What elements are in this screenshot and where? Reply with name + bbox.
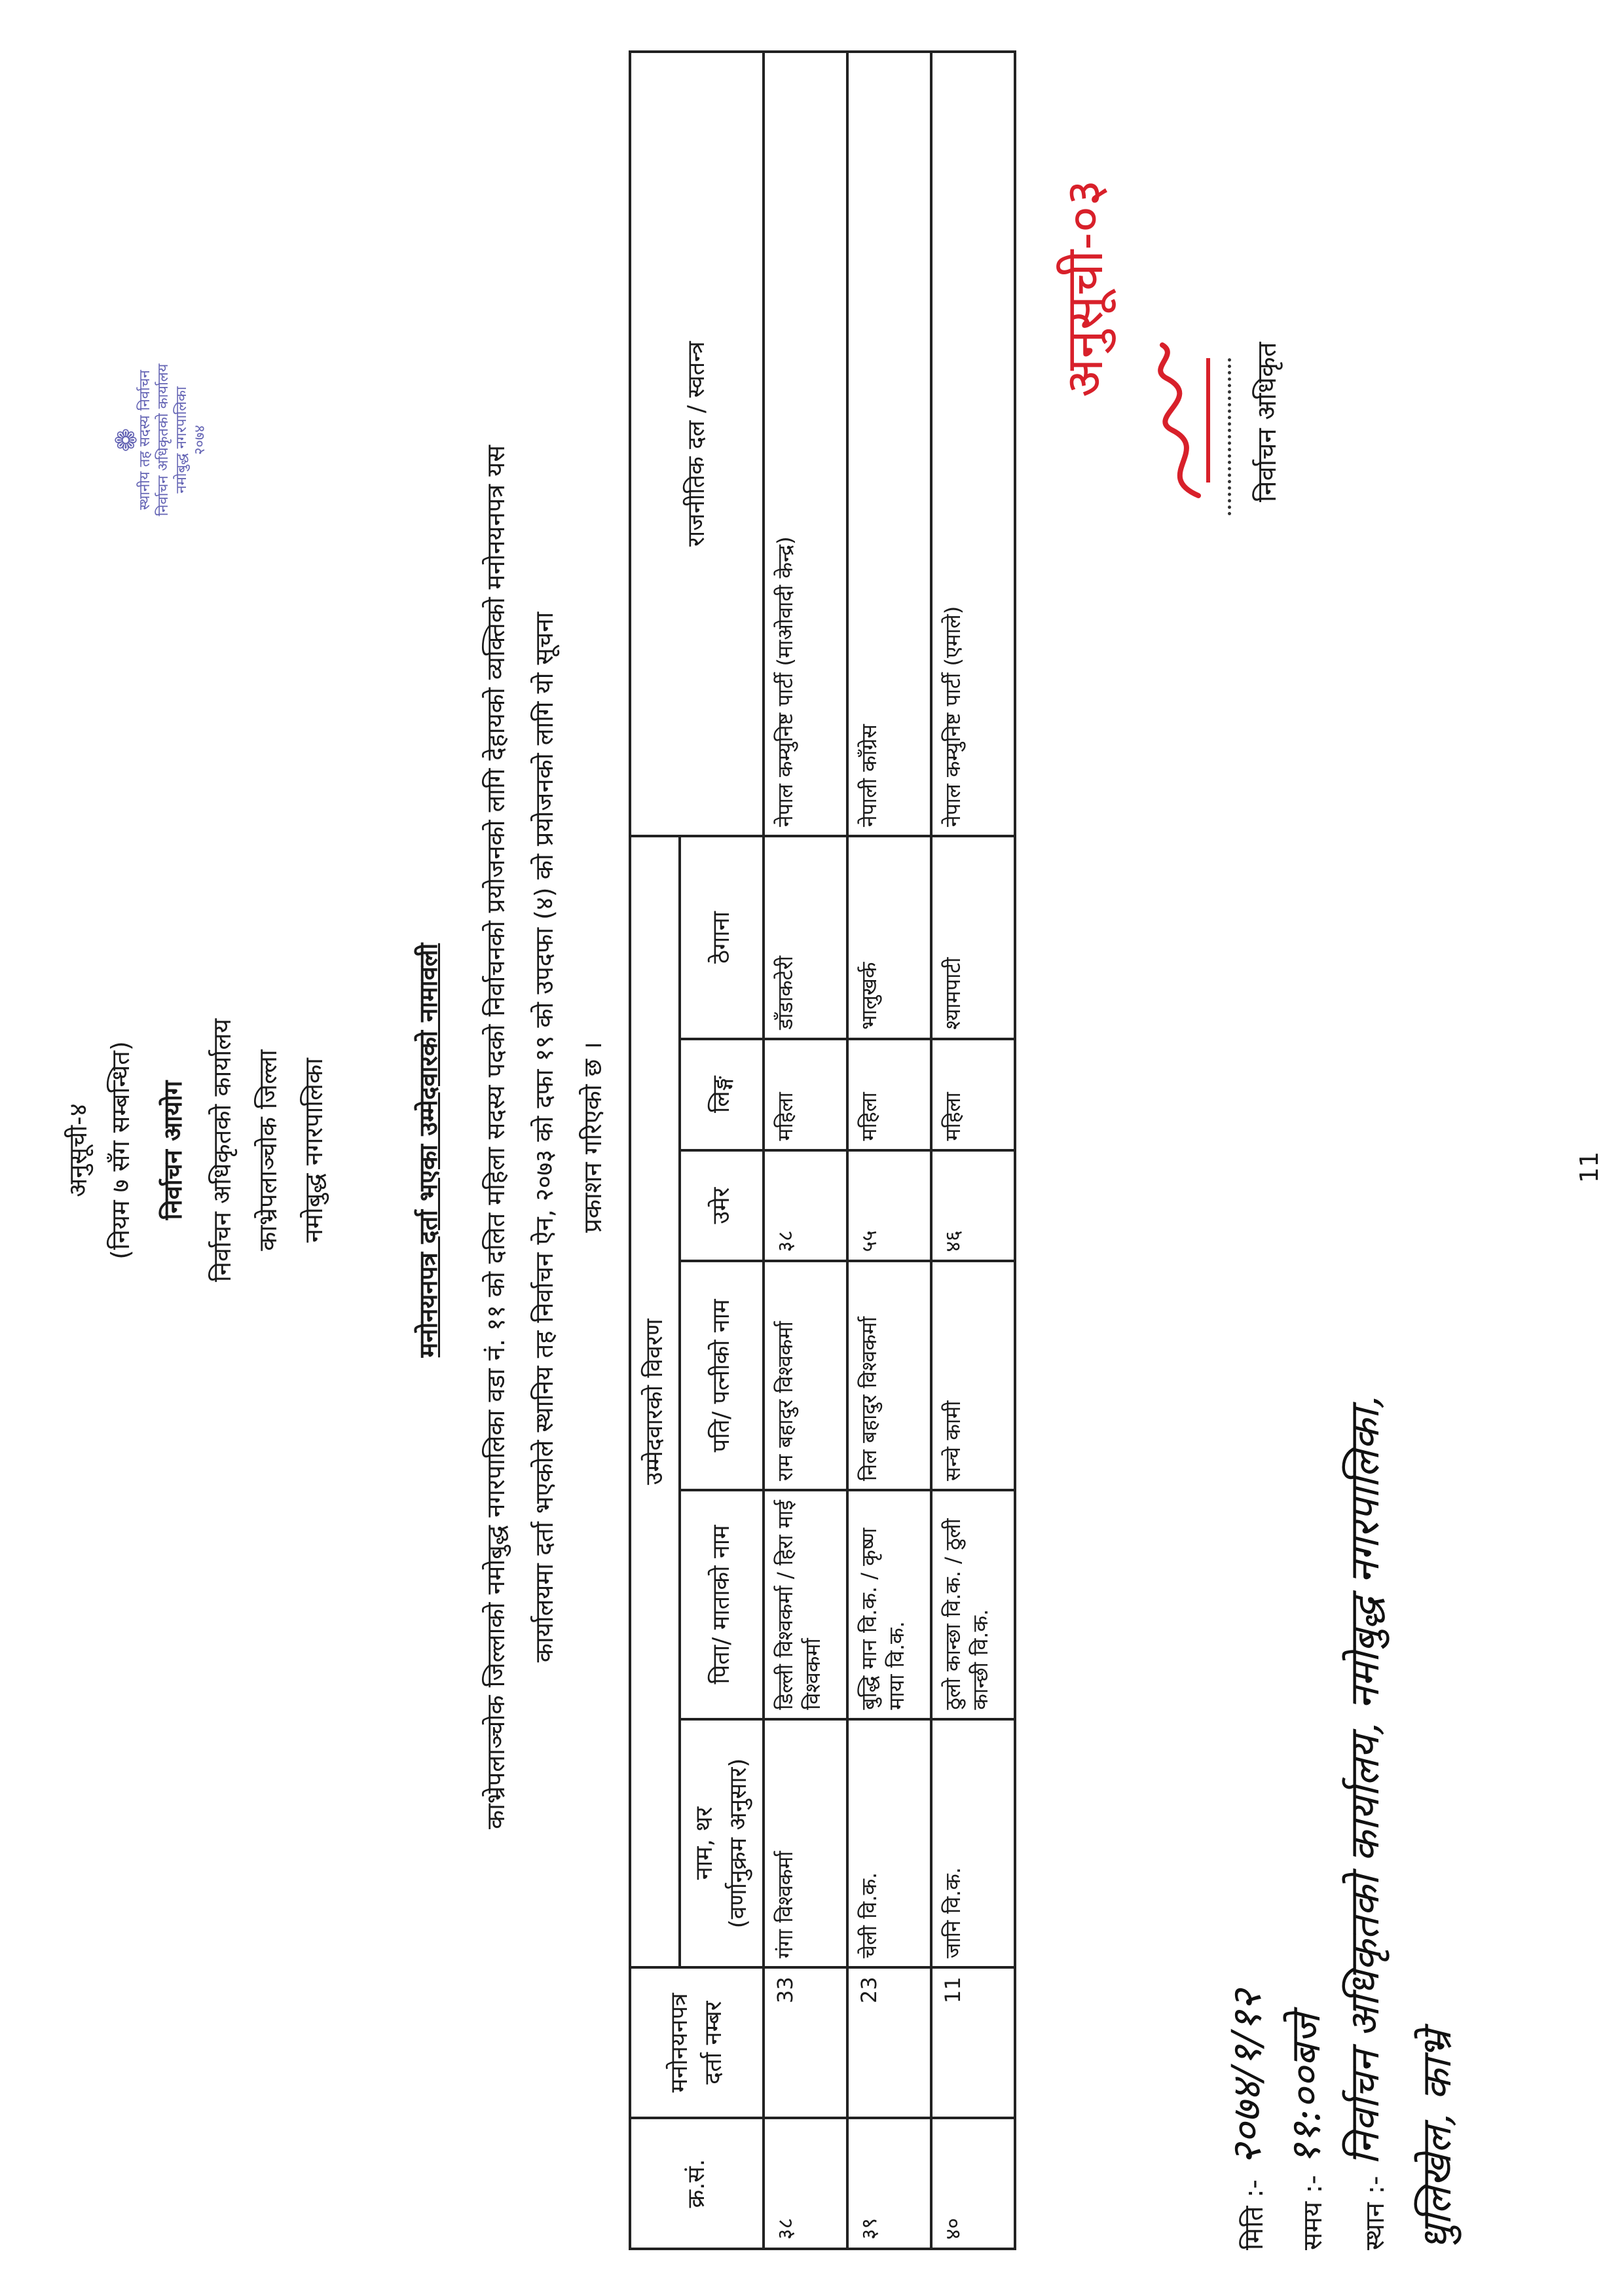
intro-line-2: कार्यालयमा दर्ता भएकोले स्थानिय तह निर्वाचन ऐन, २०७३ को दफा १९ को उपदफा (४) को प्रयोजनको लागि यो सूचना bbox=[530, 611, 559, 1663]
cell-spouse: सन्चे कामी bbox=[931, 1262, 1015, 1491]
cell-gender: महिला bbox=[931, 1039, 1015, 1150]
place-value-line-2: धुलिखेल, काभ्रे bbox=[1412, 2030, 1460, 2250]
stamp-line-3: नमोबुद्ध नगरपालिका bbox=[174, 386, 190, 494]
page-number: 11 bbox=[1575, 1151, 1604, 1183]
table-row bbox=[847, 52, 931, 2249]
table-row bbox=[764, 52, 847, 2249]
office-name: निर्वाचन अधिकृतको कार्यालय bbox=[208, 1018, 236, 1283]
municipality-name: नमोबुद्ध नगरपालिका bbox=[299, 1058, 328, 1243]
cell-gender: महिला bbox=[847, 1039, 931, 1150]
time-value: ११:००बजे bbox=[1282, 2013, 1329, 2165]
document-title: मनोनयनपत्र दर्ता भएका उम्मेदवारको नामावली bbox=[414, 943, 443, 1358]
signature bbox=[1126, 338, 1225, 509]
candidate-table bbox=[629, 50, 1016, 2250]
date-value: २०७४/१/१२ bbox=[1223, 1990, 1270, 2165]
cell-age: ३८ bbox=[764, 1150, 847, 1262]
schedule-label: अनुसूची-४ bbox=[64, 1103, 92, 1197]
emblem-icon: ❁ bbox=[110, 428, 143, 452]
time-label: समय :- bbox=[1298, 2175, 1328, 2250]
col-name-title: नाम, थर bbox=[691, 1806, 718, 1880]
cell-spouse: निल बहादुर विश्वकर्मा bbox=[847, 1262, 931, 1491]
col-serial-header: क्र.सं. bbox=[630, 2118, 764, 2249]
stamp-line-2: निर्वाचन अधिकृतको कार्यालय bbox=[155, 363, 172, 517]
col-address-header: ठेगाना bbox=[680, 836, 764, 1039]
stamp-line-4: २०७४ bbox=[192, 425, 208, 455]
date-label: मिति :- bbox=[1239, 2179, 1269, 2250]
signature-line bbox=[1228, 358, 1231, 515]
cell-gender: महिला bbox=[764, 1039, 847, 1150]
cell-parents: बुद्धि मान वि.क. / कृष्ण माया वि.क. bbox=[847, 1490, 931, 1719]
cell-serial: ४० bbox=[931, 2118, 1015, 2249]
col-age-header: उमेर bbox=[680, 1150, 764, 1262]
table-row bbox=[931, 52, 1015, 2249]
col-party-header: राजनीतिक दल / स्वतन्त्र bbox=[630, 52, 764, 836]
place-label: स्थान :- bbox=[1360, 2176, 1390, 2250]
col-regno-header: मनोनयनपत्र दर्ता नम्बर bbox=[630, 1967, 764, 2118]
col-parents-header: पिता/ माताको नाम bbox=[680, 1490, 764, 1719]
commission-name: निर्वाचन आयोग bbox=[158, 1080, 187, 1220]
cell-address: डाँडाकटेरी bbox=[764, 836, 847, 1039]
cell-name: जानि वि.क. bbox=[931, 1719, 1015, 1968]
cell-name: चेली वि.क. bbox=[847, 1719, 931, 1968]
col-spouse-header: पति/ पत्नीको नाम bbox=[680, 1262, 764, 1491]
rule-reference: (नियम ७ सँग सम्बन्धित) bbox=[106, 1041, 135, 1260]
signatory-title: निर्वाचन अधिकृत bbox=[1252, 342, 1282, 502]
header-row-1 bbox=[630, 52, 680, 2249]
handwritten-annotation: अनुसूची-०३ bbox=[1056, 179, 1115, 397]
cell-address: श्यामपाटी bbox=[931, 836, 1015, 1039]
cell-party: नेपाली काँग्रेस bbox=[847, 52, 931, 836]
cell-serial: ३८ bbox=[764, 2118, 847, 2249]
cell-spouse: राम बहादुर विश्वकर्मा bbox=[764, 1262, 847, 1491]
cell-name: गंगा विश्वकर्मा bbox=[764, 1719, 847, 1968]
cell-parents: डिल्ली विश्वकर्मा / हिरा माई विश्वकर्मा bbox=[764, 1490, 847, 1719]
col-name-subtitle: (वर्णानुक्रम अनुसार) bbox=[725, 1758, 752, 1929]
cell-parents: ठुलो कान्छा वि.क. / ठुली कान्छी वि.क. bbox=[931, 1490, 1015, 1719]
col-name-header bbox=[680, 1719, 764, 1968]
district-name: काभ्रेपलाञ्चोक जिल्ला bbox=[253, 1049, 282, 1251]
intro-line-1: काभ्रेपलाञ्चोक जिल्लाको नमोबुद्ध नगरपालिका वडा नं. ११ को दलित महिला सदस्य पदको निर्वाचनको प्रयोजनको लागि देहायको व्यक्तिको मनोनयनपत्र यस bbox=[481, 445, 510, 1830]
intro-line-3: प्रकाशन गरिएको छ । bbox=[578, 1042, 607, 1233]
cell-age: ५५ bbox=[847, 1150, 931, 1262]
col-gender-header: लिङ्ग bbox=[680, 1039, 764, 1150]
col-details-group-header: उम्मेदवारको विवरण bbox=[630, 836, 680, 1967]
cell-serial: ३९ bbox=[847, 2118, 931, 2249]
cell-reg-no: 23 bbox=[847, 1967, 931, 2118]
stamp-line-1: स्थानीय तह सदस्य निर्वाचन bbox=[137, 370, 153, 510]
cell-reg-no: 33 bbox=[764, 1967, 847, 2118]
cell-reg-no: 11 bbox=[931, 1967, 1015, 2118]
cell-address: भालुखर्क bbox=[847, 836, 931, 1039]
place-value-line-1: निर्वाचन अधिकृतको कार्यालय, नमोबुद्ध नगरपालिका, bbox=[1340, 1395, 1388, 2165]
cell-age: ४६ bbox=[931, 1150, 1015, 1262]
cell-party: नेपाल कम्युनिष्ट पार्टी (माओवादी केन्द्र) bbox=[764, 52, 847, 836]
office-stamp bbox=[110, 352, 242, 528]
cell-party: नेपाल कम्युनिष्ट पार्टी (एमाले) bbox=[931, 52, 1015, 836]
